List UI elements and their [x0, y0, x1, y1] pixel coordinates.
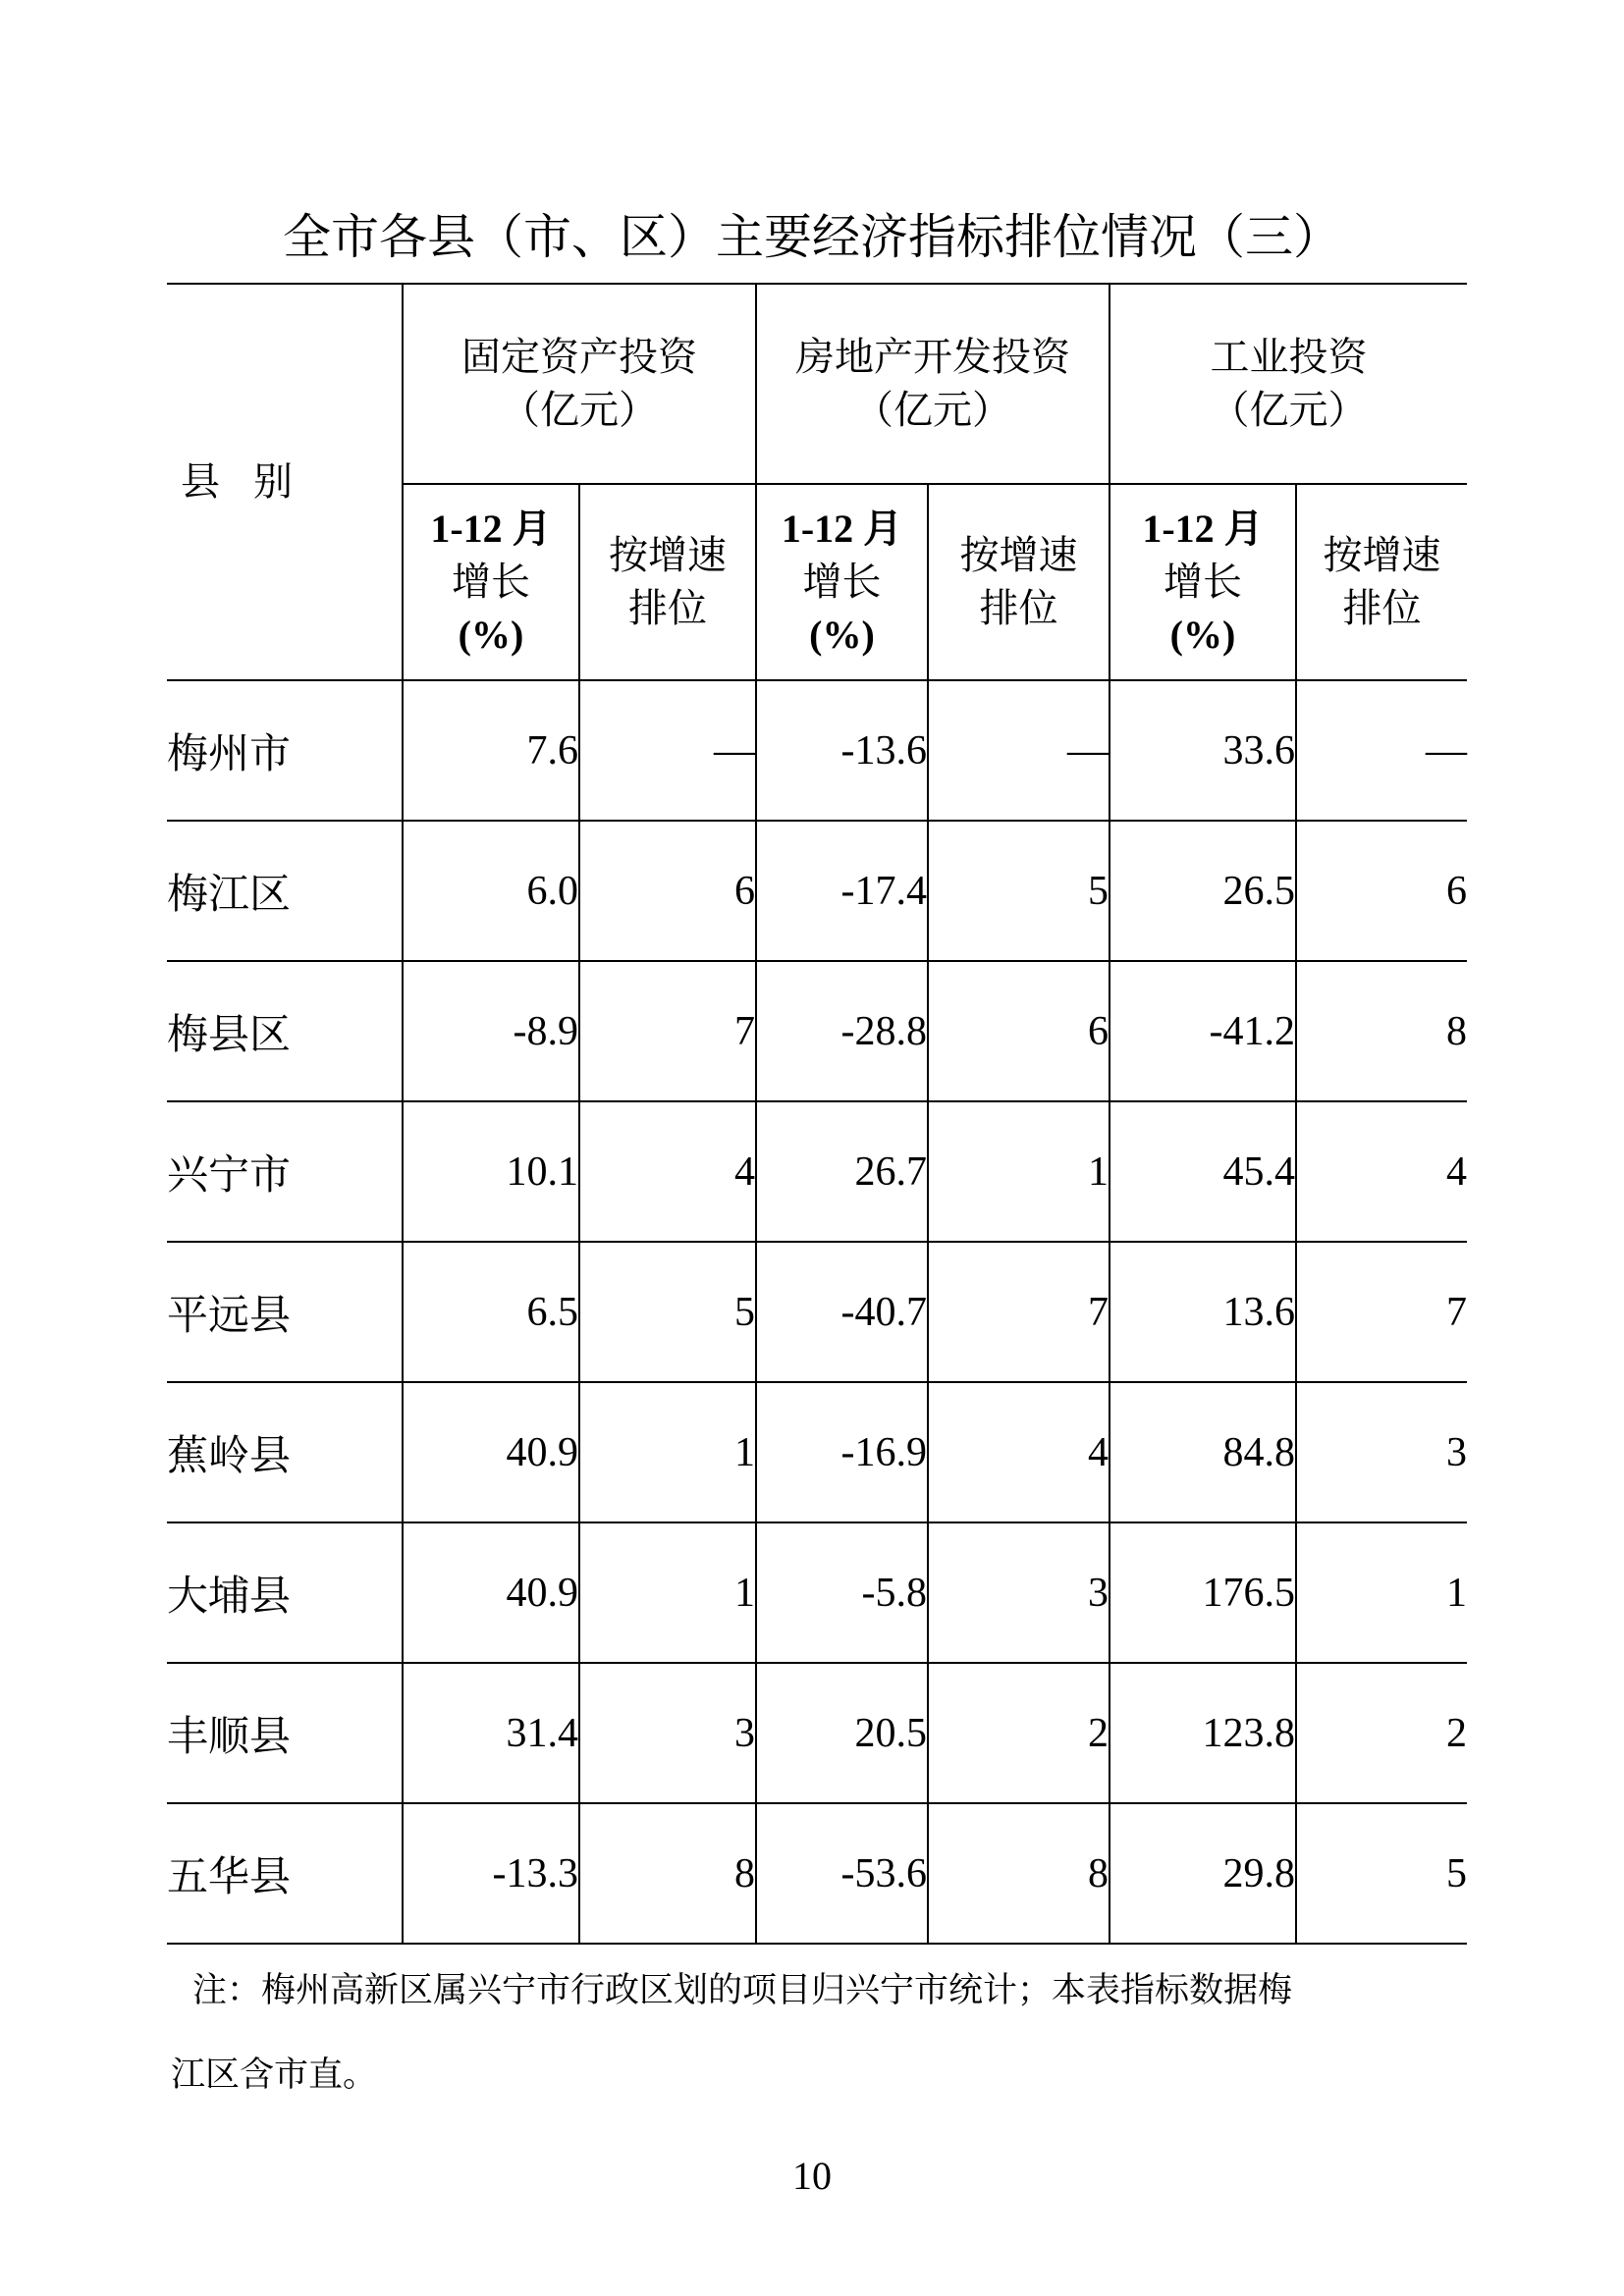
fixed-asset-growth: 31.4 [403, 1663, 579, 1803]
growth-header-unit: (%) [1169, 613, 1236, 657]
fixed-asset-growth: 10.1 [403, 1101, 579, 1242]
county-name: 兴宁市 [167, 1101, 403, 1242]
industrial-growth: 33.6 [1110, 680, 1296, 821]
fixed-asset-rank: 6 [579, 821, 756, 961]
industrial-growth: 26.5 [1110, 821, 1296, 961]
growth-header [403, 484, 579, 680]
real-estate-growth: -5.8 [756, 1522, 928, 1663]
fixed-asset-growth: -13.3 [403, 1803, 579, 1944]
table-row [167, 1803, 1467, 1944]
rank-header [928, 484, 1110, 680]
page-title: 全市各县（市、区）主要经济指标排位情况（三） [282, 209, 1341, 265]
industrial-rank: 2 [1296, 1663, 1467, 1803]
table-row [167, 1663, 1467, 1803]
rank-header [1296, 484, 1467, 680]
growth-header-period: 1-12 月 [781, 507, 903, 551]
group-name: 房地产开发投资 [795, 335, 1070, 380]
real-estate-rank: 4 [928, 1382, 1110, 1522]
table-row [167, 821, 1467, 961]
fixed-asset-growth: 6.0 [403, 821, 579, 961]
table-row [167, 1522, 1467, 1663]
real-estate-growth: 20.5 [756, 1663, 928, 1803]
group-name: 工业投资 [1210, 335, 1368, 380]
real-estate-rank: 8 [928, 1803, 1110, 1944]
growth-header-unit: (%) [809, 613, 875, 657]
county-column-header: 县别 [167, 284, 403, 680]
fixed-asset-rank: 5 [579, 1242, 756, 1382]
footnote-line-1: 注：梅州高新区属兴宁市行政区划的项目归兴宁市统计；本表指标数据梅 [192, 1971, 1293, 2010]
growth-header-label: 增长 [452, 560, 530, 605]
footnote [171, 1949, 1469, 2117]
real-estate-rank: 7 [928, 1242, 1110, 1382]
growth-header-period: 1-12 月 [430, 507, 552, 551]
industrial-growth: 13.6 [1110, 1242, 1296, 1382]
rank-header-line2: 排位 [979, 586, 1058, 631]
footnote-line-2: 江区含市直。 [171, 2056, 378, 2095]
rank-header-line1: 按增速 [1323, 533, 1441, 578]
county-name: 五华县 [167, 1803, 403, 1944]
fixed-asset-rank: — [579, 680, 756, 821]
industrial-growth: -41.2 [1110, 961, 1296, 1101]
rank-header-line2: 排位 [1342, 586, 1422, 631]
group-header-real-estate [756, 284, 1110, 484]
fixed-asset-rank: 1 [579, 1522, 756, 1663]
county-name: 梅江区 [167, 821, 403, 961]
county-name: 丰顺县 [167, 1663, 403, 1803]
industrial-growth: 123.8 [1110, 1663, 1296, 1803]
fixed-asset-rank: 7 [579, 961, 756, 1101]
group-unit: （亿元） [1210, 388, 1368, 433]
industrial-rank: 3 [1296, 1382, 1467, 1522]
fixed-asset-growth: 40.9 [403, 1522, 579, 1663]
economic-indicators-table [167, 283, 1467, 1945]
county-name: 蕉岭县 [167, 1382, 403, 1522]
real-estate-growth: -40.7 [756, 1242, 928, 1382]
real-estate-rank: 5 [928, 821, 1110, 961]
rank-header [579, 484, 756, 680]
industrial-rank: 1 [1296, 1522, 1467, 1663]
growth-header-label: 增长 [802, 560, 882, 605]
county-name: 平远县 [167, 1242, 403, 1382]
county-name: 梅州市 [167, 680, 403, 821]
rank-header-line1: 按增速 [609, 533, 727, 578]
real-estate-growth: -17.4 [756, 821, 928, 961]
industrial-growth: 29.8 [1110, 1803, 1296, 1944]
real-estate-rank: 2 [928, 1663, 1110, 1803]
rank-header-line2: 排位 [628, 586, 707, 631]
industrial-rank: 6 [1296, 821, 1467, 961]
industrial-rank: 4 [1296, 1101, 1467, 1242]
real-estate-rank: 1 [928, 1101, 1110, 1242]
fixed-asset-growth: 6.5 [403, 1242, 579, 1382]
page-number: 10 [792, 2154, 832, 2198]
industrial-rank: — [1296, 680, 1467, 821]
growth-header-period: 1-12 月 [1142, 507, 1264, 551]
group-name: 固定资产投资 [461, 335, 697, 380]
county-name: 大埔县 [167, 1522, 403, 1663]
growth-header [1110, 484, 1296, 680]
group-header-industrial [1110, 284, 1467, 484]
real-estate-rank: — [928, 680, 1110, 821]
table-row [167, 1242, 1467, 1382]
industrial-rank: 7 [1296, 1242, 1467, 1382]
table-row [167, 961, 1467, 1101]
table-row [167, 1101, 1467, 1242]
real-estate-growth: -28.8 [756, 961, 928, 1101]
fixed-asset-rank: 3 [579, 1663, 756, 1803]
industrial-rank: 5 [1296, 1803, 1467, 1944]
industrial-growth: 45.4 [1110, 1101, 1296, 1242]
real-estate-rank: 3 [928, 1522, 1110, 1663]
growth-header-label: 增长 [1164, 560, 1242, 605]
real-estate-growth: -16.9 [756, 1382, 928, 1522]
industrial-growth: 84.8 [1110, 1382, 1296, 1522]
table-row [167, 1382, 1467, 1522]
growth-header [756, 484, 928, 680]
real-estate-rank: 6 [928, 961, 1110, 1101]
real-estate-growth: 26.7 [756, 1101, 928, 1242]
real-estate-growth: -53.6 [756, 1803, 928, 1944]
header-row-groups [167, 284, 1467, 484]
growth-header-unit: (%) [458, 613, 524, 657]
fixed-asset-rank: 8 [579, 1803, 756, 1944]
fixed-asset-growth: 7.6 [403, 680, 579, 821]
rank-header-line1: 按增速 [959, 533, 1078, 578]
fixed-asset-rank: 1 [579, 1382, 756, 1522]
table-row [167, 680, 1467, 821]
group-unit: （亿元） [501, 388, 658, 433]
fixed-asset-growth: -8.9 [403, 961, 579, 1101]
industrial-rank: 8 [1296, 961, 1467, 1101]
real-estate-growth: -13.6 [756, 680, 928, 821]
county-name: 梅县区 [167, 961, 403, 1101]
fixed-asset-growth: 40.9 [403, 1382, 579, 1522]
industrial-growth: 176.5 [1110, 1522, 1296, 1663]
fixed-asset-rank: 4 [579, 1101, 756, 1242]
group-header-fixed-asset [403, 284, 756, 484]
group-unit: （亿元） [854, 388, 1011, 433]
